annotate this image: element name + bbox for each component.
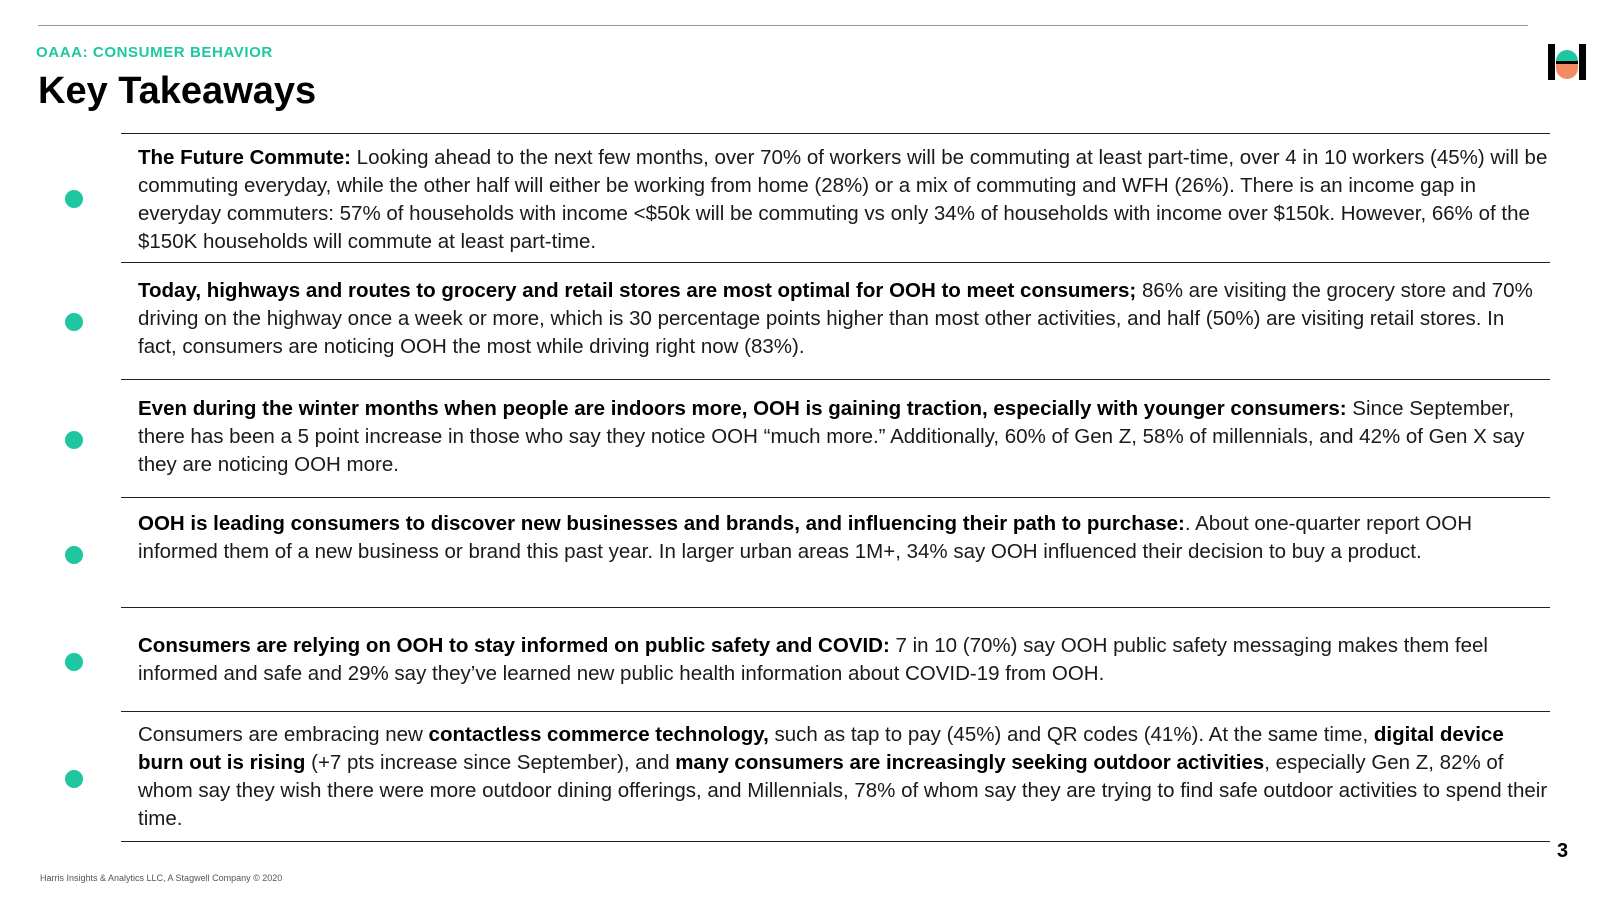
- page-title: Key Takeaways: [38, 70, 317, 112]
- takeaway-text: . About one-quarter report OOH informed them of a new business or brand this past year. In larger urban areas 1M+, 34% say OOH influenced their decision to buy a product.: [138, 512, 1473, 563]
- takeaway-heading: OOH is leading consumers to discover new businesses and brands, and influencing their path to purchase:: [138, 512, 1185, 535]
- row-divider: [121, 607, 1550, 608]
- row-divider: [121, 841, 1550, 842]
- takeaway-heading: Today, highways and routes to grocery and retail stores are most optimal for OOH to meet consumers;: [138, 279, 1137, 302]
- takeaway-text: Consumers are embracing new: [138, 723, 429, 746]
- row-divider: [121, 497, 1550, 498]
- takeaway-heading: The Future Commute:: [138, 146, 351, 169]
- row-divider: [121, 379, 1550, 380]
- bullet-dot-icon: [65, 431, 83, 449]
- page-number: 3: [1557, 840, 1569, 862]
- takeaway-text: Since September, there has been a 5 point increase in those who say they notice OOH “much more.” Additionally, 60% of Gen Z, 58% of millennials, and 42% of Gen X say they are noticing OOH more.: [138, 397, 1525, 476]
- takeaway-heading: Consumers are relying on OOH to stay informed on public safety and COVID:: [138, 634, 890, 657]
- takeaway-winter-traction: [138, 395, 1548, 479]
- row-divider: [121, 262, 1550, 263]
- takeaway-contactless-outdoor: [138, 721, 1548, 833]
- bullet-dot-icon: [65, 190, 83, 208]
- takeaway-emphasis: digital device burn out is rising: [138, 723, 1504, 774]
- takeaway-text: (+7 pts increase since September), and: [305, 751, 676, 774]
- takeaway-path-to-purchase: [138, 510, 1548, 566]
- takeaway-public-safety: [138, 632, 1548, 688]
- footer-copyright: Harris Insights & Analytics LLC, A Stagwell Company © 2020: [40, 873, 283, 883]
- takeaway-heading: Even during the winter months when people are indoors more, OOH is gaining traction, especially with younger consumers:: [138, 397, 1347, 420]
- takeaway-text: 7 in 10 (70%) say OOH public safety messaging makes them feel informed and safe and 29% say they’ve learned new public health information about COVID-19 from OOH.: [138, 634, 1488, 685]
- bullet-dot-icon: [65, 653, 83, 671]
- row-divider: [121, 711, 1550, 712]
- takeaway-text: such as tap to pay (45%) and QR codes (41%). At the same time,: [768, 723, 1374, 746]
- takeaway-text: 86% are visiting the grocery store and 70% driving on the highway once a week or more, which is 30 percentage points higher than most other activities, and half (50%) are visiting retail stores. In fact, consumers are noticing OOH the most while driving right now (83%).: [138, 279, 1533, 358]
- takeaway-text: , especially Gen Z, 82% of whom say they wish there were more outdoor dining offerings, and Millennials, 78% of whom say they are trying to find safe outdoor activities to spend their time.: [138, 751, 1548, 830]
- takeaway-emphasis: many consumers are increasingly seeking outdoor activities: [675, 751, 1265, 774]
- row-divider: [121, 133, 1550, 134]
- section-kicker: OAAA: CONSUMER BEHAVIOR: [36, 44, 273, 61]
- takeaway-text: Looking ahead to the next few months, over 70% of workers will be commuting at least part-time, over 4 in 10 workers (45%) will be commuting everyday, while the other half will either be working from home (28%) or a mix of commuting and WFH (26%). There is an income gap in everyday commuters: 57% of households with income <$50k will be commuting vs only 34% of households with income over $150k. However, 66% of the $150K households will commute at least part-time.: [138, 146, 1548, 253]
- bullet-dot-icon: [65, 313, 83, 331]
- bullet-dot-icon: [65, 770, 83, 788]
- takeaway-emphasis: contactless commerce technology,: [428, 723, 769, 746]
- takeaway-highways-grocery: [138, 277, 1548, 361]
- bullet-dot-icon: [65, 546, 83, 564]
- takeaway-future-commute: [138, 144, 1548, 256]
